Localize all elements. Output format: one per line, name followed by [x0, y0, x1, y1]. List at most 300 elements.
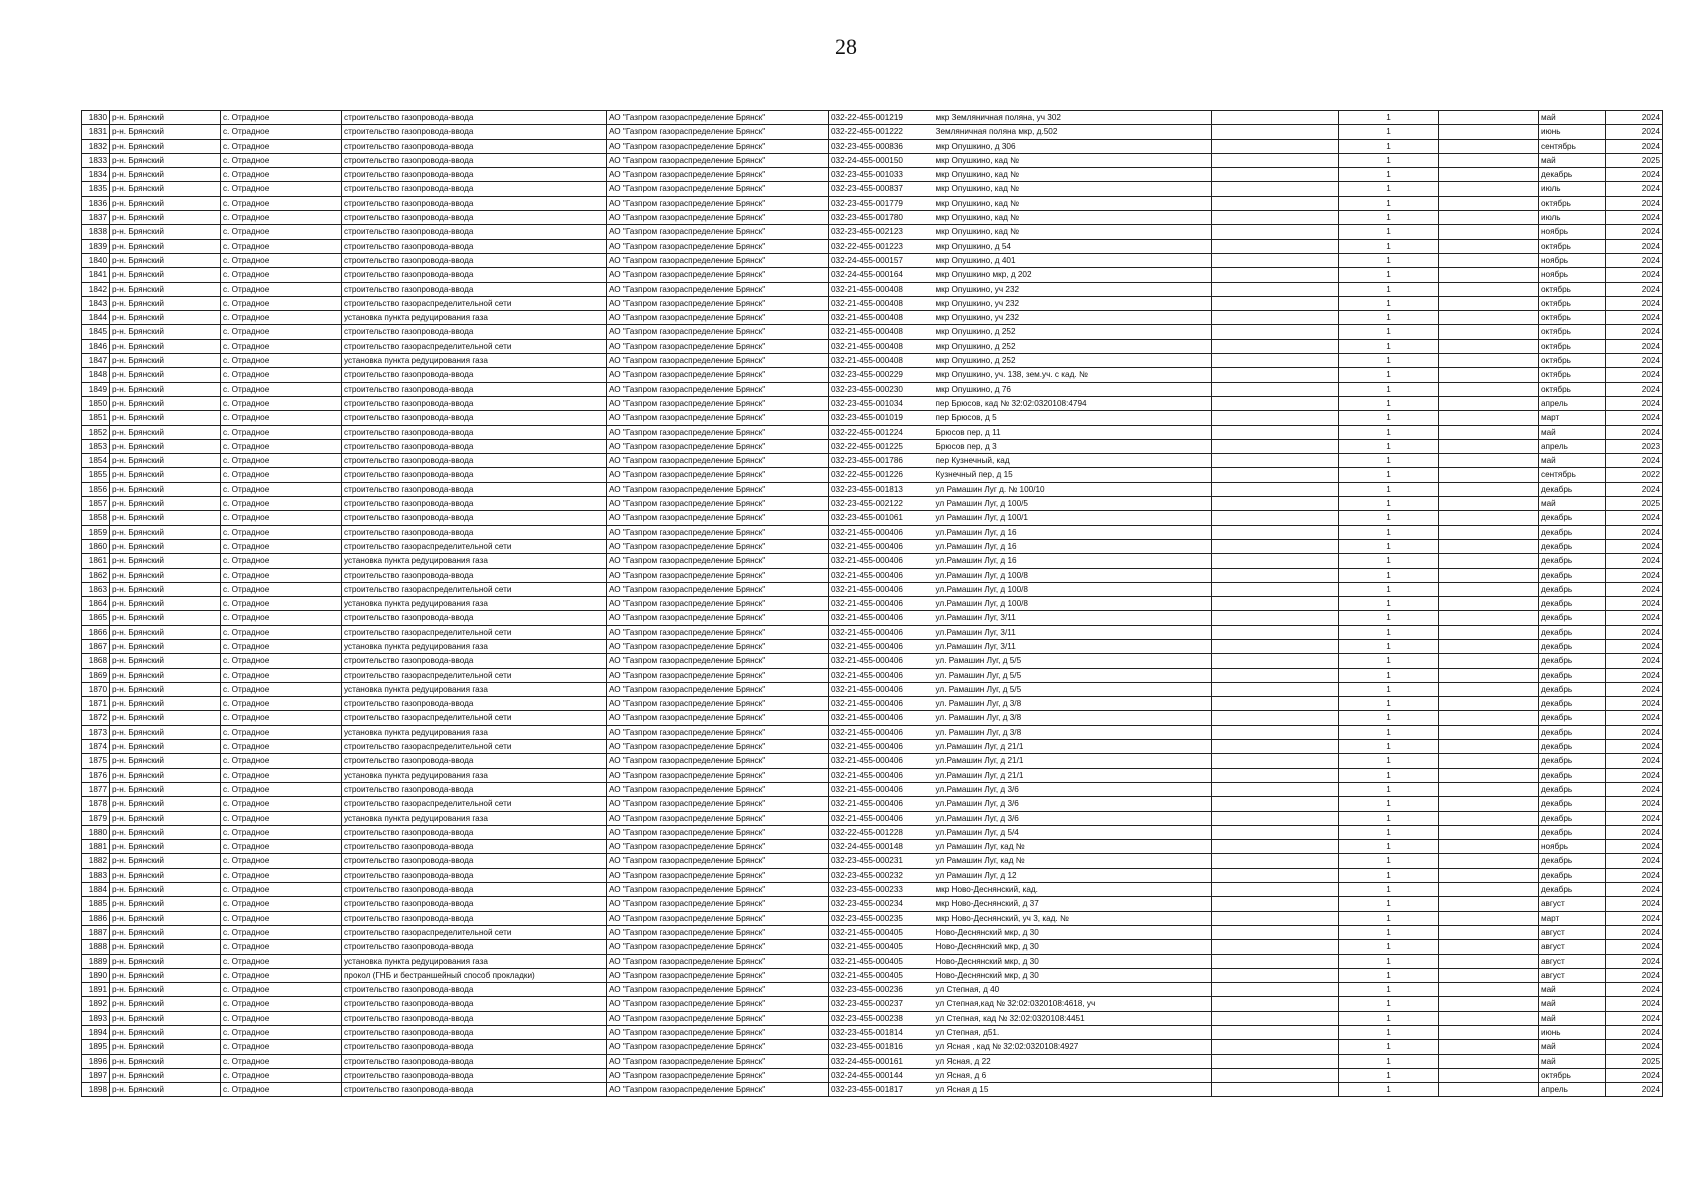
month-cell: октябрь [1539, 1068, 1606, 1082]
district-cell: р-н. Брянский [110, 311, 221, 325]
application-id-cell: 032-22-455-001225 [829, 439, 924, 453]
settlement-cell: с. Отрадное [221, 940, 342, 954]
application-id-cell: 032-21-455-000406 [829, 682, 924, 696]
year-cell: 2024 [1606, 282, 1663, 296]
table-row [82, 697, 1663, 711]
quantity-cell: 1 [1339, 725, 1439, 739]
application-id-cell: 032-21-455-000406 [829, 539, 924, 553]
district-cell: р-н. Брянский [110, 883, 221, 897]
application-id-cell: 032-23-455-000837 [829, 182, 924, 196]
address-cell: мкр Ново-Деснянский, кад. [924, 883, 1212, 897]
district-cell: р-н. Брянский [110, 597, 221, 611]
month-cell: март [1539, 411, 1606, 425]
month-cell: декабрь [1539, 525, 1606, 539]
address-cell: ул.Рамашин Луг, 3/11 [924, 639, 1212, 653]
month-cell: декабрь [1539, 625, 1606, 639]
work-type-cell: строительство газопровода-ввода [342, 268, 607, 282]
empty-cell-b [1439, 911, 1539, 925]
table-row [82, 554, 1663, 568]
district-cell: р-н. Брянский [110, 797, 221, 811]
year-cell: 2024 [1606, 225, 1663, 239]
row-number: 1897 [82, 1068, 110, 1082]
address-cell: мкр Опушкино, кад № [924, 211, 1212, 225]
settlement-cell: с. Отрадное [221, 539, 342, 553]
table-row [82, 911, 1663, 925]
application-id-cell: 032-23-455-002122 [829, 497, 924, 511]
row-number: 1843 [82, 296, 110, 310]
empty-cell-a [1212, 997, 1339, 1011]
year-cell: 2024 [1606, 1011, 1663, 1025]
empty-cell-a [1212, 482, 1339, 496]
empty-cell-a [1212, 168, 1339, 182]
quantity-cell: 1 [1339, 582, 1439, 596]
empty-cell-b [1439, 668, 1539, 682]
table-row [82, 582, 1663, 596]
quantity-cell: 1 [1339, 968, 1439, 982]
organization-cell: АО "Газпром газораспределение Брянск" [607, 868, 829, 882]
address-cell: Земляничная поляна мкр, д.502 [924, 125, 1212, 139]
application-id-cell: 032-23-455-001061 [829, 511, 924, 525]
year-cell: 2024 [1606, 897, 1663, 911]
quantity-cell: 1 [1339, 1054, 1439, 1068]
organization-cell: АО "Газпром газораспределение Брянск" [607, 897, 829, 911]
year-cell: 2024 [1606, 911, 1663, 925]
settlement-cell: с. Отрадное [221, 768, 342, 782]
quantity-cell: 1 [1339, 868, 1439, 882]
row-number: 1847 [82, 354, 110, 368]
district-cell: р-н. Брянский [110, 1011, 221, 1025]
month-cell: июнь [1539, 125, 1606, 139]
organization-cell: АО "Газпром газораспределение Брянск" [607, 925, 829, 939]
district-cell: р-н. Брянский [110, 339, 221, 353]
table-row [82, 396, 1663, 410]
row-number: 1842 [82, 282, 110, 296]
table-row [82, 225, 1663, 239]
empty-cell-a [1212, 983, 1339, 997]
month-cell: декабрь [1539, 639, 1606, 653]
empty-cell-a [1212, 840, 1339, 854]
district-cell: р-н. Брянский [110, 111, 221, 125]
organization-cell: АО "Газпром газораспределение Брянск" [607, 339, 829, 353]
address-cell: ул. Рамашин Луг, д 3/8 [924, 711, 1212, 725]
district-cell: р-н. Брянский [110, 639, 221, 653]
district-cell: р-н. Брянский [110, 196, 221, 210]
empty-cell-a [1212, 639, 1339, 653]
empty-cell-a [1212, 911, 1339, 925]
month-cell: октябрь [1539, 282, 1606, 296]
year-cell: 2024 [1606, 454, 1663, 468]
empty-cell-b [1439, 525, 1539, 539]
year-cell: 2023 [1606, 439, 1663, 453]
month-cell: июль [1539, 211, 1606, 225]
settlement-cell: с. Отрадное [221, 168, 342, 182]
quantity-cell: 1 [1339, 325, 1439, 339]
empty-cell-b [1439, 482, 1539, 496]
empty-cell-b [1439, 1068, 1539, 1082]
row-number: 1872 [82, 711, 110, 725]
table-row [82, 639, 1663, 653]
organization-cell: АО "Газпром газораспределение Брянск" [607, 797, 829, 811]
organization-cell: АО "Газпром газораспределение Брянск" [607, 425, 829, 439]
month-cell: апрель [1539, 1083, 1606, 1097]
application-id-cell: 032-24-455-000144 [829, 1068, 924, 1082]
settlement-cell: с. Отрадное [221, 868, 342, 882]
month-cell: сентябрь [1539, 468, 1606, 482]
work-type-cell: строительство газопровода-ввода [342, 111, 607, 125]
year-cell: 2024 [1606, 668, 1663, 682]
settlement-cell: с. Отрадное [221, 196, 342, 210]
year-cell: 2025 [1606, 1054, 1663, 1068]
district-cell: р-н. Брянский [110, 725, 221, 739]
table-row [82, 125, 1663, 139]
settlement-cell: с. Отрадное [221, 911, 342, 925]
district-cell: р-н. Брянский [110, 539, 221, 553]
address-cell: мкр Опушкино, уч. 138, зем.уч. с кад. № [924, 368, 1212, 382]
work-type-cell: установка пункта редуцирования газа [342, 597, 607, 611]
address-cell: ул Рамашин Луг, д 100/1 [924, 511, 1212, 525]
empty-cell-b [1439, 554, 1539, 568]
year-cell: 2024 [1606, 968, 1663, 982]
year-cell: 2024 [1606, 182, 1663, 196]
empty-cell-a [1212, 225, 1339, 239]
settlement-cell: с. Отрадное [221, 611, 342, 625]
district-cell: р-н. Брянский [110, 368, 221, 382]
row-number: 1875 [82, 754, 110, 768]
year-cell: 2024 [1606, 196, 1663, 210]
month-cell: декабрь [1539, 668, 1606, 682]
district-cell: р-н. Брянский [110, 1040, 221, 1054]
table-row [82, 425, 1663, 439]
address-cell: ул Степная, д 40 [924, 983, 1212, 997]
application-id-cell: 032-23-455-000235 [829, 911, 924, 925]
work-type-cell: строительство газопровода-ввода [342, 482, 607, 496]
month-cell: май [1539, 497, 1606, 511]
work-type-cell: строительство газораспределительной сети [342, 296, 607, 310]
table-row [82, 840, 1663, 854]
empty-cell-a [1212, 654, 1339, 668]
year-cell: 2024 [1606, 539, 1663, 553]
month-cell: октябрь [1539, 354, 1606, 368]
empty-cell-b [1439, 954, 1539, 968]
settlement-cell: с. Отрадное [221, 897, 342, 911]
quantity-cell: 1 [1339, 668, 1439, 682]
empty-cell-b [1439, 997, 1539, 1011]
quantity-cell: 1 [1339, 768, 1439, 782]
district-cell: р-н. Брянский [110, 1026, 221, 1040]
year-cell: 2024 [1606, 325, 1663, 339]
year-cell: 2024 [1606, 725, 1663, 739]
work-type-cell: установка пункта редуцирования газа [342, 725, 607, 739]
empty-cell-b [1439, 940, 1539, 954]
empty-cell-b [1439, 439, 1539, 453]
month-cell: декабрь [1539, 740, 1606, 754]
month-cell: апрель [1539, 439, 1606, 453]
work-type-cell: установка пункта редуцирования газа [342, 954, 607, 968]
work-type-cell: строительство газопровода-ввода [342, 840, 607, 854]
month-cell: ноябрь [1539, 225, 1606, 239]
work-type-cell: строительство газопровода-ввода [342, 568, 607, 582]
work-type-cell: установка пункта редуцирования газа [342, 354, 607, 368]
empty-cell-a [1212, 1054, 1339, 1068]
row-number: 1880 [82, 825, 110, 839]
address-cell: мкр Опушкино, кад № [924, 225, 1212, 239]
application-id-cell: 032-23-455-000236 [829, 983, 924, 997]
application-id-cell: 032-21-455-000406 [829, 525, 924, 539]
work-type-cell: установка пункта редуцирования газа [342, 768, 607, 782]
table-row [82, 925, 1663, 939]
work-type-cell: строительство газопровода-ввода [342, 782, 607, 796]
application-id-cell: 032-21-455-000406 [829, 811, 924, 825]
application-id-cell: 032-23-455-000232 [829, 868, 924, 882]
application-id-cell: 032-21-455-000406 [829, 611, 924, 625]
quantity-cell: 1 [1339, 368, 1439, 382]
empty-cell-b [1439, 1011, 1539, 1025]
district-cell: р-н. Брянский [110, 697, 221, 711]
settlement-cell: с. Отрадное [221, 182, 342, 196]
work-type-cell: строительство газопровода-ввода [342, 1054, 607, 1068]
organization-cell: АО "Газпром газораспределение Брянск" [607, 597, 829, 611]
organization-cell: АО "Газпром газораспределение Брянск" [607, 625, 829, 639]
organization-cell: АО "Газпром газораспределение Брянск" [607, 311, 829, 325]
row-number: 1894 [82, 1026, 110, 1040]
address-cell: ул Степная, д51. [924, 1026, 1212, 1040]
table-row [82, 754, 1663, 768]
empty-cell-a [1212, 1083, 1339, 1097]
work-type-cell: строительство газопровода-ввода [342, 1083, 607, 1097]
application-id-cell: 032-23-455-001033 [829, 168, 924, 182]
settlement-cell: с. Отрадное [221, 239, 342, 253]
address-cell: мкр Опушкино, кад № [924, 196, 1212, 210]
month-cell: май [1539, 425, 1606, 439]
district-cell: р-н. Брянский [110, 354, 221, 368]
month-cell: апрель [1539, 396, 1606, 410]
address-cell: ул Рамашин Луг, кад № [924, 854, 1212, 868]
organization-cell: АО "Газпром газораспределение Брянск" [607, 654, 829, 668]
district-cell: р-н. Брянский [110, 782, 221, 796]
application-id-cell: 032-21-455-000406 [829, 725, 924, 739]
empty-cell-b [1439, 497, 1539, 511]
month-cell: декабрь [1539, 883, 1606, 897]
year-cell: 2024 [1606, 654, 1663, 668]
quantity-cell: 1 [1339, 525, 1439, 539]
address-cell: ул. Рамашин Луг, д 3/8 [924, 697, 1212, 711]
year-cell: 2024 [1606, 954, 1663, 968]
address-cell: ул. Рамашин Луг, д 3/8 [924, 725, 1212, 739]
empty-cell-a [1212, 153, 1339, 167]
empty-cell-a [1212, 382, 1339, 396]
row-number: 1895 [82, 1040, 110, 1054]
empty-cell-a [1212, 811, 1339, 825]
address-cell: мкр Опушкино, кад № [924, 182, 1212, 196]
organization-cell: АО "Газпром газораспределение Брянск" [607, 382, 829, 396]
empty-cell-a [1212, 1011, 1339, 1025]
district-cell: р-н. Брянский [110, 582, 221, 596]
table-row [82, 325, 1663, 339]
settlement-cell: с. Отрадное [221, 983, 342, 997]
work-type-cell: строительство газораспределительной сети [342, 539, 607, 553]
year-cell: 2024 [1606, 111, 1663, 125]
work-type-cell: строительство газопровода-ввода [342, 754, 607, 768]
organization-cell: АО "Газпром газораспределение Брянск" [607, 468, 829, 482]
organization-cell: АО "Газпром газораспределение Брянск" [607, 211, 829, 225]
work-type-cell: установка пункта редуцирования газа [342, 639, 607, 653]
district-cell: р-н. Брянский [110, 525, 221, 539]
table-row [82, 525, 1663, 539]
table-row [82, 139, 1663, 153]
month-cell: декабрь [1539, 711, 1606, 725]
application-id-cell: 032-21-455-000406 [829, 639, 924, 653]
organization-cell: АО "Газпром газораспределение Брянск" [607, 754, 829, 768]
table-row [82, 1068, 1663, 1082]
organization-cell: АО "Газпром газораспределение Брянск" [607, 525, 829, 539]
month-cell: май [1539, 153, 1606, 167]
address-cell: мкр Опушкино, уч 232 [924, 296, 1212, 310]
quantity-cell: 1 [1339, 211, 1439, 225]
work-type-cell: строительство газопровода-ввода [342, 825, 607, 839]
year-cell: 2024 [1606, 425, 1663, 439]
settlement-cell: с. Отрадное [221, 525, 342, 539]
organization-cell: АО "Газпром газораспределение Брянск" [607, 611, 829, 625]
address-cell: ул.Рамашин Луг, 3/11 [924, 611, 1212, 625]
month-cell: декабрь [1539, 797, 1606, 811]
district-cell: р-н. Брянский [110, 611, 221, 625]
address-cell: мкр Опушкино, д 54 [924, 239, 1212, 253]
row-number: 1890 [82, 968, 110, 982]
organization-cell: АО "Газпром газораспределение Брянск" [607, 668, 829, 682]
application-id-cell: 032-23-455-001780 [829, 211, 924, 225]
table-row [82, 368, 1663, 382]
row-number: 1853 [82, 439, 110, 453]
application-id-cell: 032-21-455-000405 [829, 925, 924, 939]
quantity-cell: 1 [1339, 382, 1439, 396]
month-cell: декабрь [1539, 854, 1606, 868]
empty-cell-a [1212, 1026, 1339, 1040]
settlement-cell: с. Отрадное [221, 368, 342, 382]
year-cell: 2024 [1606, 639, 1663, 653]
organization-cell: АО "Газпром газораспределение Брянск" [607, 139, 829, 153]
row-number: 1836 [82, 196, 110, 210]
row-number: 1835 [82, 182, 110, 196]
district-cell: р-н. Брянский [110, 625, 221, 639]
row-number: 1886 [82, 911, 110, 925]
year-cell: 2024 [1606, 311, 1663, 325]
empty-cell-b [1439, 325, 1539, 339]
empty-cell-b [1439, 111, 1539, 125]
month-cell: декабрь [1539, 582, 1606, 596]
month-cell: ноябрь [1539, 840, 1606, 854]
empty-cell-a [1212, 511, 1339, 525]
row-number: 1889 [82, 954, 110, 968]
quantity-cell: 1 [1339, 125, 1439, 139]
empty-cell-a [1212, 497, 1339, 511]
application-id-cell: 032-21-455-000406 [829, 740, 924, 754]
work-type-cell: строительство газопровода-ввода [342, 1068, 607, 1082]
work-type-cell: строительство газораспределительной сети [342, 797, 607, 811]
table-row [82, 411, 1663, 425]
quantity-cell: 1 [1339, 439, 1439, 453]
application-id-cell: 032-21-455-000406 [829, 568, 924, 582]
district-cell: р-н. Брянский [110, 497, 221, 511]
organization-cell: АО "Газпром газораспределение Брянск" [607, 511, 829, 525]
year-cell: 2024 [1606, 296, 1663, 310]
settlement-cell: с. Отрадное [221, 425, 342, 439]
work-type-cell: строительство газопровода-ввода [342, 168, 607, 182]
application-id-cell: 032-24-455-000150 [829, 153, 924, 167]
year-cell: 2024 [1606, 940, 1663, 954]
settlement-cell: с. Отрадное [221, 354, 342, 368]
empty-cell-b [1439, 725, 1539, 739]
organization-cell: АО "Газпром газораспределение Брянск" [607, 482, 829, 496]
month-cell: август [1539, 940, 1606, 954]
empty-cell-a [1212, 139, 1339, 153]
year-cell: 2024 [1606, 1083, 1663, 1097]
quantity-cell: 1 [1339, 168, 1439, 182]
district-cell: р-н. Брянский [110, 854, 221, 868]
work-type-cell: строительство газопровода-ввода [342, 525, 607, 539]
district-cell: р-н. Брянский [110, 454, 221, 468]
month-cell: декабрь [1539, 811, 1606, 825]
empty-cell-b [1439, 425, 1539, 439]
application-id-cell: 032-21-455-000405 [829, 940, 924, 954]
table-row [82, 468, 1663, 482]
organization-cell: АО "Газпром газораспределение Брянск" [607, 1068, 829, 1082]
organization-cell: АО "Газпром газораспределение Брянск" [607, 883, 829, 897]
organization-cell: АО "Газпром газораспределение Брянск" [607, 911, 829, 925]
empty-cell-b [1439, 654, 1539, 668]
year-cell: 2024 [1606, 368, 1663, 382]
row-number: 1866 [82, 625, 110, 639]
table-row [82, 654, 1663, 668]
empty-cell-b [1439, 396, 1539, 410]
table-row [82, 482, 1663, 496]
district-cell: р-н. Брянский [110, 296, 221, 310]
settlement-cell: с. Отрадное [221, 511, 342, 525]
district-cell: р-н. Брянский [110, 682, 221, 696]
row-number: 1838 [82, 225, 110, 239]
district-cell: р-н. Брянский [110, 868, 221, 882]
organization-cell: АО "Газпром газораспределение Брянск" [607, 153, 829, 167]
work-type-cell: строительство газопровода-ввода [342, 883, 607, 897]
district-cell: р-н. Брянский [110, 840, 221, 854]
work-type-cell: строительство газопровода-ввода [342, 1040, 607, 1054]
row-number: 1892 [82, 997, 110, 1011]
empty-cell-b [1439, 196, 1539, 210]
settlement-cell: с. Отрадное [221, 454, 342, 468]
table-row [82, 854, 1663, 868]
settlement-cell: с. Отрадное [221, 668, 342, 682]
settlement-cell: с. Отрадное [221, 1040, 342, 1054]
work-type-cell: строительство газопровода-ввода [342, 497, 607, 511]
empty-cell-b [1439, 239, 1539, 253]
application-id-cell: 032-21-455-000406 [829, 768, 924, 782]
month-cell: май [1539, 1054, 1606, 1068]
district-cell: р-н. Брянский [110, 425, 221, 439]
work-type-cell: строительство газопровода-ввода [342, 182, 607, 196]
district-cell: р-н. Брянский [110, 282, 221, 296]
month-cell: декабрь [1539, 597, 1606, 611]
month-cell: октябрь [1539, 382, 1606, 396]
month-cell: ноябрь [1539, 268, 1606, 282]
empty-cell-a [1212, 111, 1339, 125]
work-type-cell: строительство газопровода-ввода [342, 325, 607, 339]
organization-cell: АО "Газпром газораспределение Брянск" [607, 182, 829, 196]
organization-cell: АО "Газпром газораспределение Брянск" [607, 1054, 829, 1068]
address-cell: пер Брюсов, кад № 32:02:0320108:4794 [924, 396, 1212, 410]
row-number: 1884 [82, 883, 110, 897]
table-row [82, 211, 1663, 225]
settlement-cell: с. Отрадное [221, 153, 342, 167]
application-id-cell: 032-23-455-001786 [829, 454, 924, 468]
